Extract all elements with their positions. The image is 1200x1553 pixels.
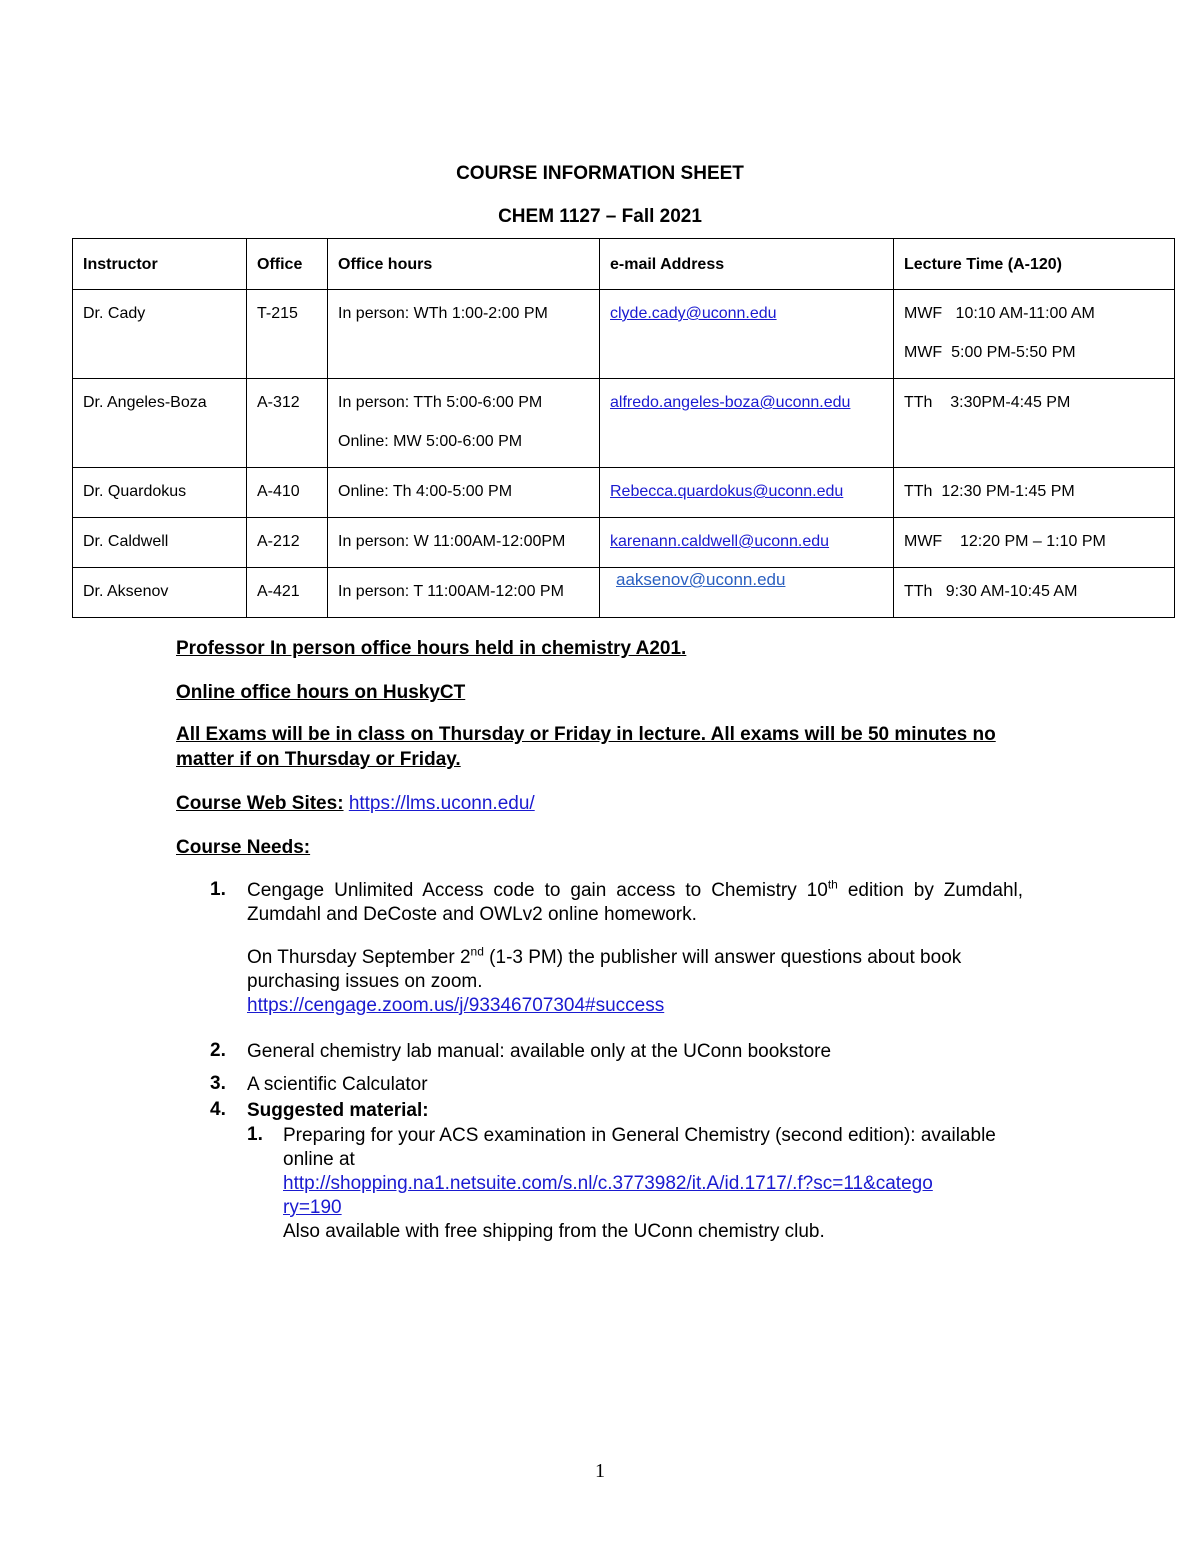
instructor-name: Dr. Aksenov	[83, 583, 169, 600]
office-room: T-215	[257, 305, 298, 322]
zoom-link[interactable]: https://cengage.zoom.us/j/93346707304#success	[247, 995, 665, 1016]
table-row	[73, 518, 1175, 568]
superscript: nd	[470, 944, 484, 959]
instructor-name: Dr. Angeles-Boza	[83, 394, 207, 411]
lecture-time: TTh 9:30 AM-10:45 AM	[904, 583, 1078, 600]
list-item: A scientific Calculator	[247, 1074, 428, 1095]
lecture-time: MWF 5:00 PM-5:50 PM	[904, 344, 1076, 361]
column-header: Instructor	[73, 239, 247, 290]
table-row	[73, 568, 1175, 618]
lecture-time: MWF 10:10 AM-11:00 AM	[904, 305, 1095, 322]
office-hours: In person: W 11:00AM-12:00PM	[338, 533, 566, 550]
email-link[interactable]: aaksenov@uconn.edu	[616, 570, 786, 589]
note-text: (1-3 PM) the publisher will answer questions about book purchasing issues on zoom.	[247, 947, 962, 992]
sub-list-number: 1.	[247, 1124, 263, 1145]
office-hours: In person: WTh 1:00-2:00 PM	[338, 305, 548, 322]
list-number: 4.	[210, 1099, 226, 1120]
email-link[interactable]: karenann.caldwell@uconn.edu	[610, 533, 830, 550]
office-room: A-312	[257, 394, 300, 411]
item-text: Also available with free shipping from the UConn chemistry club.	[283, 1221, 825, 1242]
instructor-name: Dr. Caldwell	[83, 533, 169, 550]
course-subtitle: CHEM 1127 – Fall 2021	[498, 206, 702, 227]
table-header-row	[73, 239, 1175, 290]
office-room: A-421	[257, 583, 300, 600]
netsuite-link-continued[interactable]: ry=190	[283, 1197, 342, 1218]
email-link[interactable]: clyde.cady@uconn.edu	[610, 305, 777, 322]
lecture-time: TTh 12:30 PM-1:45 PM	[904, 483, 1075, 500]
superscript: th	[827, 877, 838, 892]
document-title: COURSE INFORMATION SHEET	[456, 163, 744, 184]
table-row	[73, 379, 1175, 468]
sub-list-item	[283, 1124, 1023, 1244]
publisher-note	[247, 946, 1017, 1018]
email-link[interactable]: alfredo.angeles-boza@uconn.edu	[610, 394, 851, 411]
column-header: Office hours	[328, 239, 600, 290]
note-text: On Thursday September 2	[247, 947, 471, 968]
item-text: Preparing for your ACS examination in General Chemistry (second edition): available online at	[283, 1125, 996, 1170]
column-header: e-mail Address	[600, 239, 894, 290]
instructor-name: Dr. Quardokus	[83, 483, 187, 500]
web-sites-line	[176, 791, 1036, 816]
office-hours: In person: T 11:00AM-12:00 PM	[338, 583, 564, 600]
list-item: Suggested material:	[247, 1100, 429, 1121]
instructor-name: Dr. Cady	[83, 305, 146, 322]
email-link[interactable]: Rebecca.quardokus@uconn.edu	[610, 483, 844, 500]
list-number: 1.	[210, 879, 226, 900]
lecture-time: MWF 12:20 PM – 1:10 PM	[904, 533, 1106, 550]
office-room: A-410	[257, 483, 300, 500]
instructor-table	[72, 238, 1175, 618]
page-number: 1	[595, 1460, 605, 1482]
office-room: A-212	[257, 533, 300, 550]
list-number: 3.	[210, 1073, 226, 1094]
online-note: Online office hours on HuskyCT	[176, 682, 466, 703]
table-row	[73, 468, 1175, 518]
office-hours: Online: MW 5:00-6:00 PM	[338, 433, 523, 450]
course-needs-heading: Course Needs:	[176, 837, 311, 858]
list-item: General chemistry lab manual: available only at the UConn bookstore	[247, 1041, 832, 1062]
in-person-note: Professor In person office hours held in chemistry A201.	[176, 638, 687, 659]
list-item	[247, 879, 1023, 927]
column-header: Lecture Time (A-120)	[894, 239, 1175, 290]
exam-note: All Exams will be in class on Thursday or Friday in lecture. All exams will be 50 minutes no matter if on Thursday or Friday.	[176, 724, 996, 770]
item-text: edition by Zumdahl, Zumdahl and DeCoste and OWLv2 online homework.	[247, 880, 1024, 925]
lms-link[interactable]: https://lms.uconn.edu/	[348, 793, 535, 814]
lecture-time: TTh 3:30PM-4:45 PM	[904, 394, 1071, 411]
web-sites-label: Course Web Sites:	[176, 793, 344, 814]
office-hours: Online: Th 4:00-5:00 PM	[338, 483, 513, 500]
table-row	[73, 290, 1175, 379]
list-number: 2.	[210, 1040, 226, 1061]
netsuite-link[interactable]: http://shopping.na1.netsuite.com/s.nl/c.3773982/it.A/id.1717/.f?sc=11&catego	[283, 1173, 933, 1194]
office-hours: In person: TTh 5:00-6:00 PM	[338, 394, 543, 411]
column-header: Office	[247, 239, 328, 290]
item-text: Cengage Unlimited Access code to gain access to Chemistry 10	[247, 880, 828, 901]
